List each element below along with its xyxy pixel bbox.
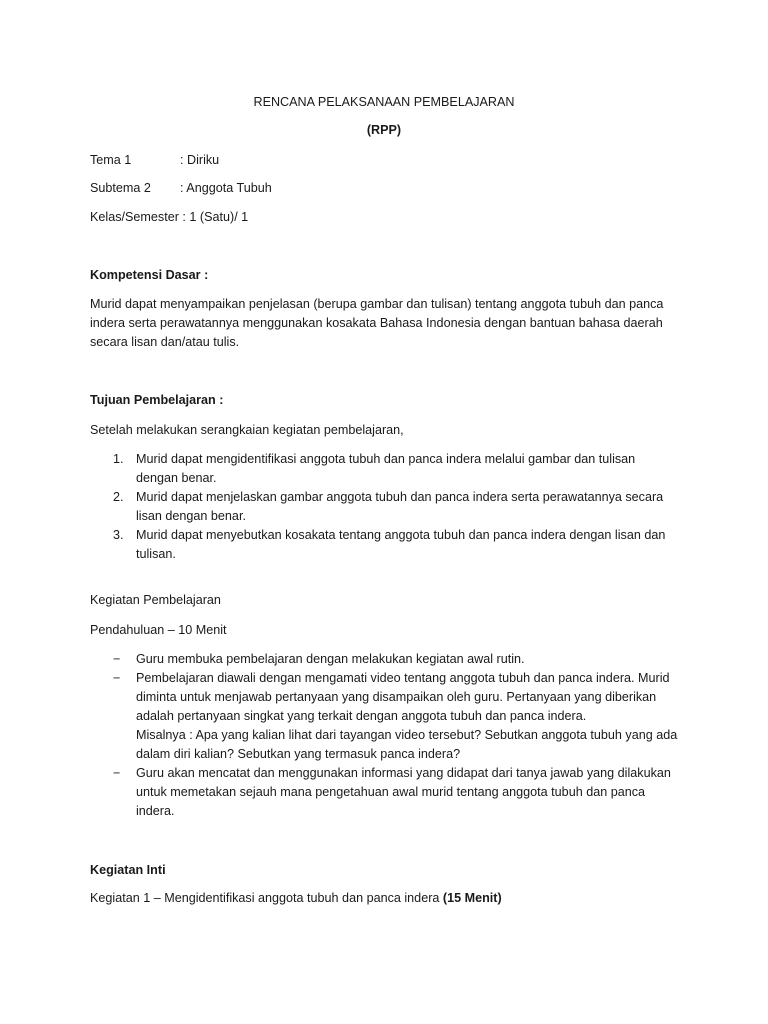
list-item-line: dalam diri kalian? Sebutkan yang termasuk panca indera?: [136, 747, 461, 761]
meta-subtema-label: Subtema 2: [90, 181, 151, 195]
dash-bullet-icon: −: [113, 652, 121, 666]
list-item-line: tulisan.: [136, 547, 176, 561]
list-item: [90, 488, 690, 526]
kegiatan-1-text: Kegiatan 1 – Mengidentifikasi anggota tubuh dan panca indera: [90, 891, 443, 905]
kompetensi-line: secara lisan dan/atau tulis.: [90, 335, 240, 349]
list-item: [90, 450, 690, 488]
pendahuluan-heading: Pendahuluan – 10 Menit: [90, 623, 227, 637]
tujuan-heading: Tujuan Pembelajaran :: [90, 393, 224, 407]
list-number: 1.: [113, 452, 124, 466]
list-item-line: dengan benar.: [136, 471, 217, 485]
kompetensi-line: indera serta perawatannya menggunakan kosakata Bahasa Indonesia dengan bantuan bahasa daerah: [90, 316, 663, 330]
list-item-line: Guru membuka pembelajaran dengan melakukan kegiatan awal rutin.: [136, 652, 525, 666]
meta-subtema: [90, 179, 272, 198]
dash-bullet-icon: −: [113, 766, 121, 780]
list-item-line: Murid dapat menjelaskan gambar anggota tubuh dan panca indera serta perawatannya secara: [136, 490, 664, 504]
list-number: 2.: [113, 490, 124, 504]
tujuan-intro: Setelah melakukan serangkaian kegiatan pembelajaran,: [90, 423, 404, 437]
meta-tema-label: Tema 1: [90, 153, 132, 167]
meta-tema-value: : Diriku: [180, 153, 220, 167]
list-number: 3.: [113, 528, 124, 542]
list-item: [90, 669, 690, 764]
kompetensi-paragraph: [90, 295, 690, 352]
list-item-line: Pembelajaran diawali dengan mengamati video tentang anggota tubuh dan panca indera. Murid: [136, 671, 670, 685]
kegiatan-1-time: (15 Menit): [442, 891, 502, 905]
kompetensi-line: Murid dapat menyampaikan penjelasan (berupa gambar dan tulisan) tentang anggota tubuh dan panca: [90, 297, 664, 311]
meta-tema: [90, 151, 219, 170]
kompetensi-heading: Kompetensi Dasar :: [90, 268, 209, 282]
list-item: [90, 526, 690, 564]
document-title: RENCANA PELAKSANAAN PEMBELAJARAN: [253, 95, 515, 109]
pendahuluan-list: [90, 650, 690, 821]
dash-bullet-icon: −: [113, 671, 121, 685]
list-item-line: Murid dapat mengidentifikasi anggota tubuh dan panca indera melalui gambar dan tulisan: [136, 452, 636, 466]
kegiatan-1-line: [90, 889, 502, 908]
list-item-line: adalah pertanyaan singkat yang terkait dengan anggota tubuh dan panca indera.: [136, 709, 587, 723]
list-item-line: Misalnya : Apa yang kalian lihat dari tayangan video tersebut? Sebutkan anggota tubuh yang ada: [136, 728, 678, 742]
list-item: [90, 650, 690, 669]
list-item: [90, 764, 690, 821]
list-item-line: diminta untuk menjawab pertanyaan yang disampaikan oleh guru. Pertanyaan yang diberikan: [136, 690, 657, 704]
meta-kelas: Kelas/Semester : 1 (Satu)/ 1: [90, 210, 249, 224]
meta-subtema-value: : Anggota Tubuh: [180, 181, 272, 195]
tujuan-list: [90, 450, 690, 564]
list-item-line: Guru akan mencatat dan menggunakan informasi yang didapat dari tanya jawab yang dilakukan: [136, 766, 671, 780]
list-item-line: untuk memetakan sejauh mana pengetahuan awal murid tentang anggota tubuh dan panca: [136, 785, 646, 799]
list-item-line: Murid dapat menyebutkan kosakata tentang anggota tubuh dan panca indera dengan lisan dan: [136, 528, 666, 542]
list-item-line: lisan dengan benar.: [136, 509, 246, 523]
document-subtitle: (RPP): [366, 123, 402, 137]
kegiatan-inti-heading: Kegiatan Inti: [90, 863, 166, 877]
list-item-line: indera.: [136, 804, 175, 818]
kegiatan-heading: Kegiatan Pembelajaran: [90, 593, 221, 607]
